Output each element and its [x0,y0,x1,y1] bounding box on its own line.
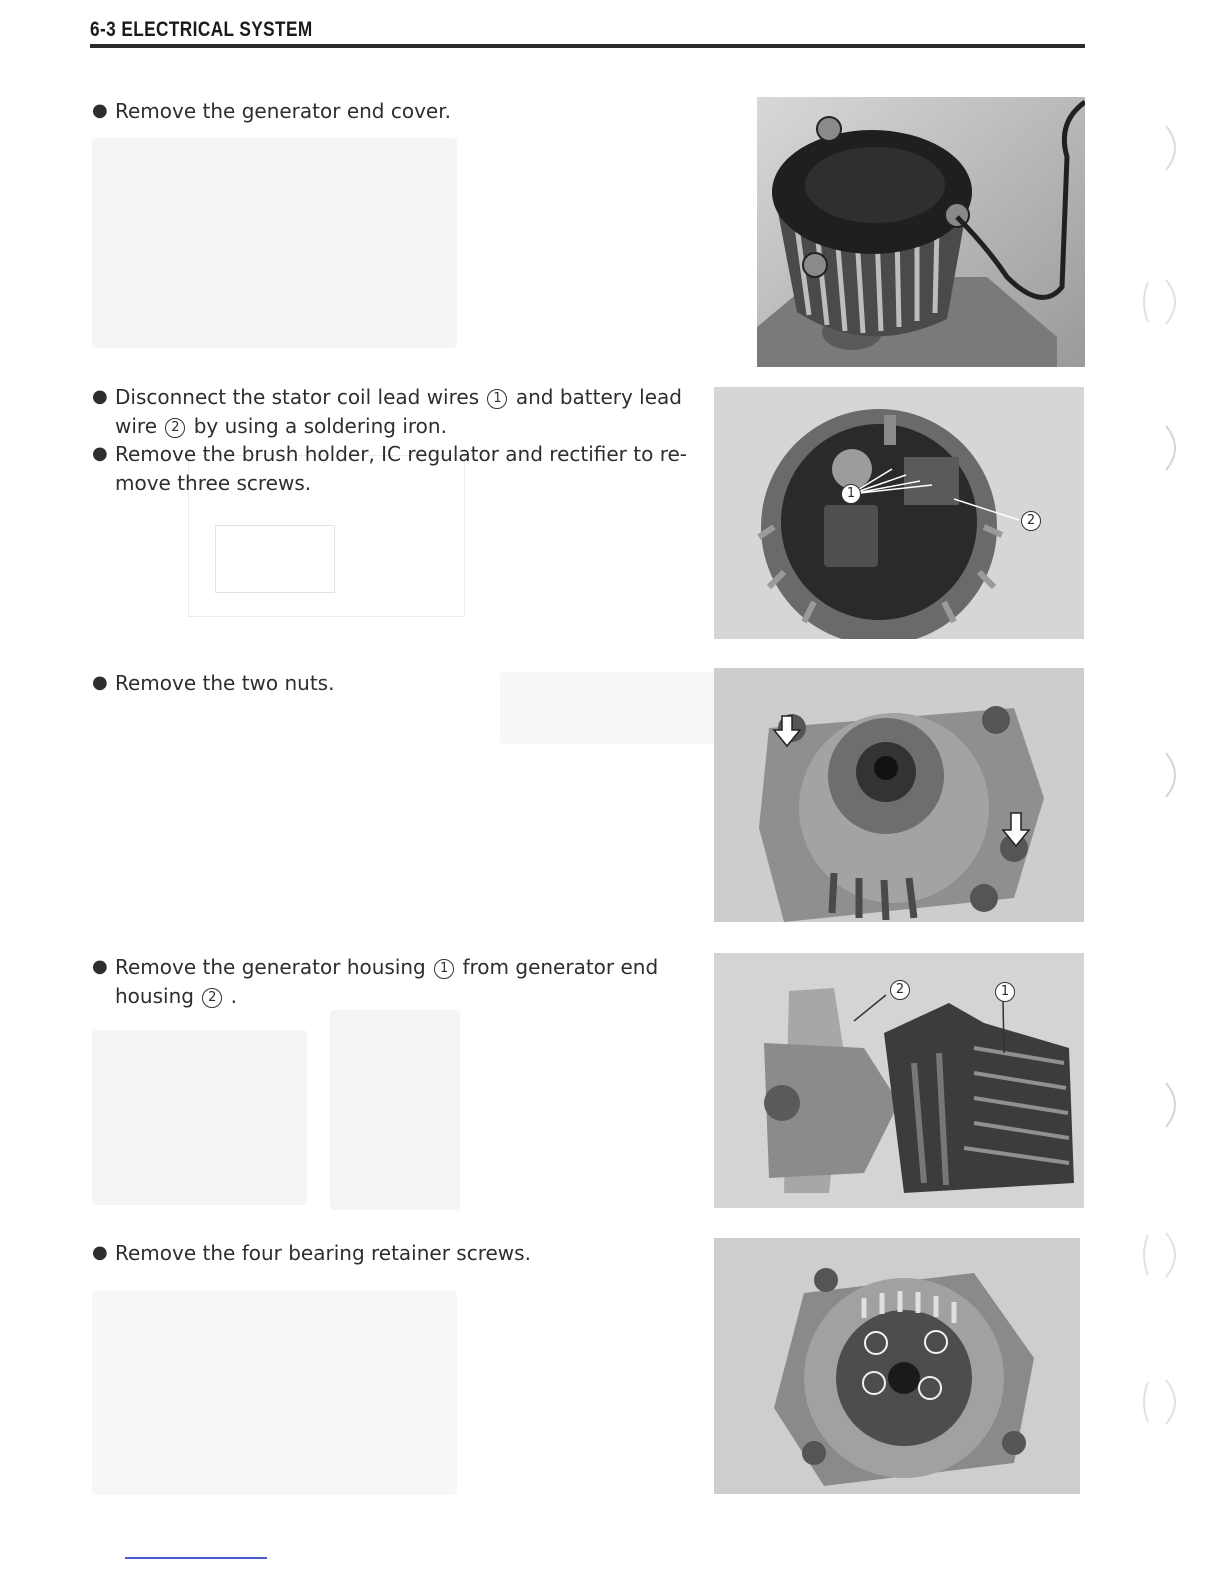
step-text: housing [115,983,194,1008]
binder-hole-icon [1138,272,1190,332]
bleed-through-area [92,1290,457,1495]
bullet-icon: ● [92,100,108,121]
step-text: Remove the generator end cover. [115,99,451,123]
bullet-icon: ● [92,956,108,977]
bullet-item [90,669,690,698]
bullet-icon: ● [92,1242,108,1263]
bullet-item [90,1239,690,1268]
instruction-step [90,383,690,497]
page-title: 6-3 ELECTRICAL SYSTEM [90,18,313,41]
binder-hole-icon [1138,1372,1190,1432]
step-text: by using a soldering iron. [193,413,447,438]
bleed-through-area [330,1010,460,1210]
instruction-step [90,953,690,1010]
photo-bearing-retainer [714,1238,1080,1494]
header-rule [90,44,1085,48]
binder-hole-icon [1138,118,1190,178]
photo-generator-housing [714,953,1084,1208]
photo-callout-2: 2 [1021,511,1041,531]
bleed-through-area [92,1030,307,1205]
photo-callout-1: 1 [995,982,1015,1002]
photo-callout-2: 2 [890,980,910,1000]
step-text: Remove the generator housing [115,955,426,979]
photo-two-nuts [714,668,1084,922]
instruction-step [90,669,690,698]
bleed-through-area [92,138,457,348]
photo-stator-coil-leads [714,387,1084,639]
callout-number: 2 [202,988,222,1008]
photo-generator-end-cover [757,97,1085,367]
step-text: Disconnect the stator coil lead wires [115,385,480,409]
binder-hole-icon [1138,1075,1190,1135]
bullet-icon: ● [92,672,108,693]
instruction-step [90,97,690,126]
photo-callout-1: 1 [841,484,861,504]
footer-rule [125,1557,267,1559]
step-text: Remove the four bearing retainer screws. [115,1241,531,1265]
binder-hole-icon [1138,418,1190,478]
bullet-item [90,440,690,497]
binder-hole-icon [1138,745,1190,805]
bullet-item [90,383,690,440]
page-header [90,18,1085,50]
callout-number: 2 [165,418,185,438]
step-text: move three screws. [115,470,312,495]
step-text: wire [115,413,158,438]
binder-hole-icon [1138,1225,1190,1285]
step-text: . [230,983,238,1008]
callout-number: 1 [487,389,507,409]
instruction-step [90,1239,690,1268]
bullet-item [90,953,690,1010]
step-text: and battery lead [515,385,682,409]
step-text: Remove the brush holder, IC regulator and rectifier to re- [115,442,687,466]
step-text: Remove the two nuts. [115,671,335,695]
bullet-icon: ● [92,443,108,464]
bullet-icon: ● [92,386,108,407]
step-text: from generator end [462,955,659,979]
bullet-item [90,97,690,126]
callout-number: 1 [434,959,454,979]
